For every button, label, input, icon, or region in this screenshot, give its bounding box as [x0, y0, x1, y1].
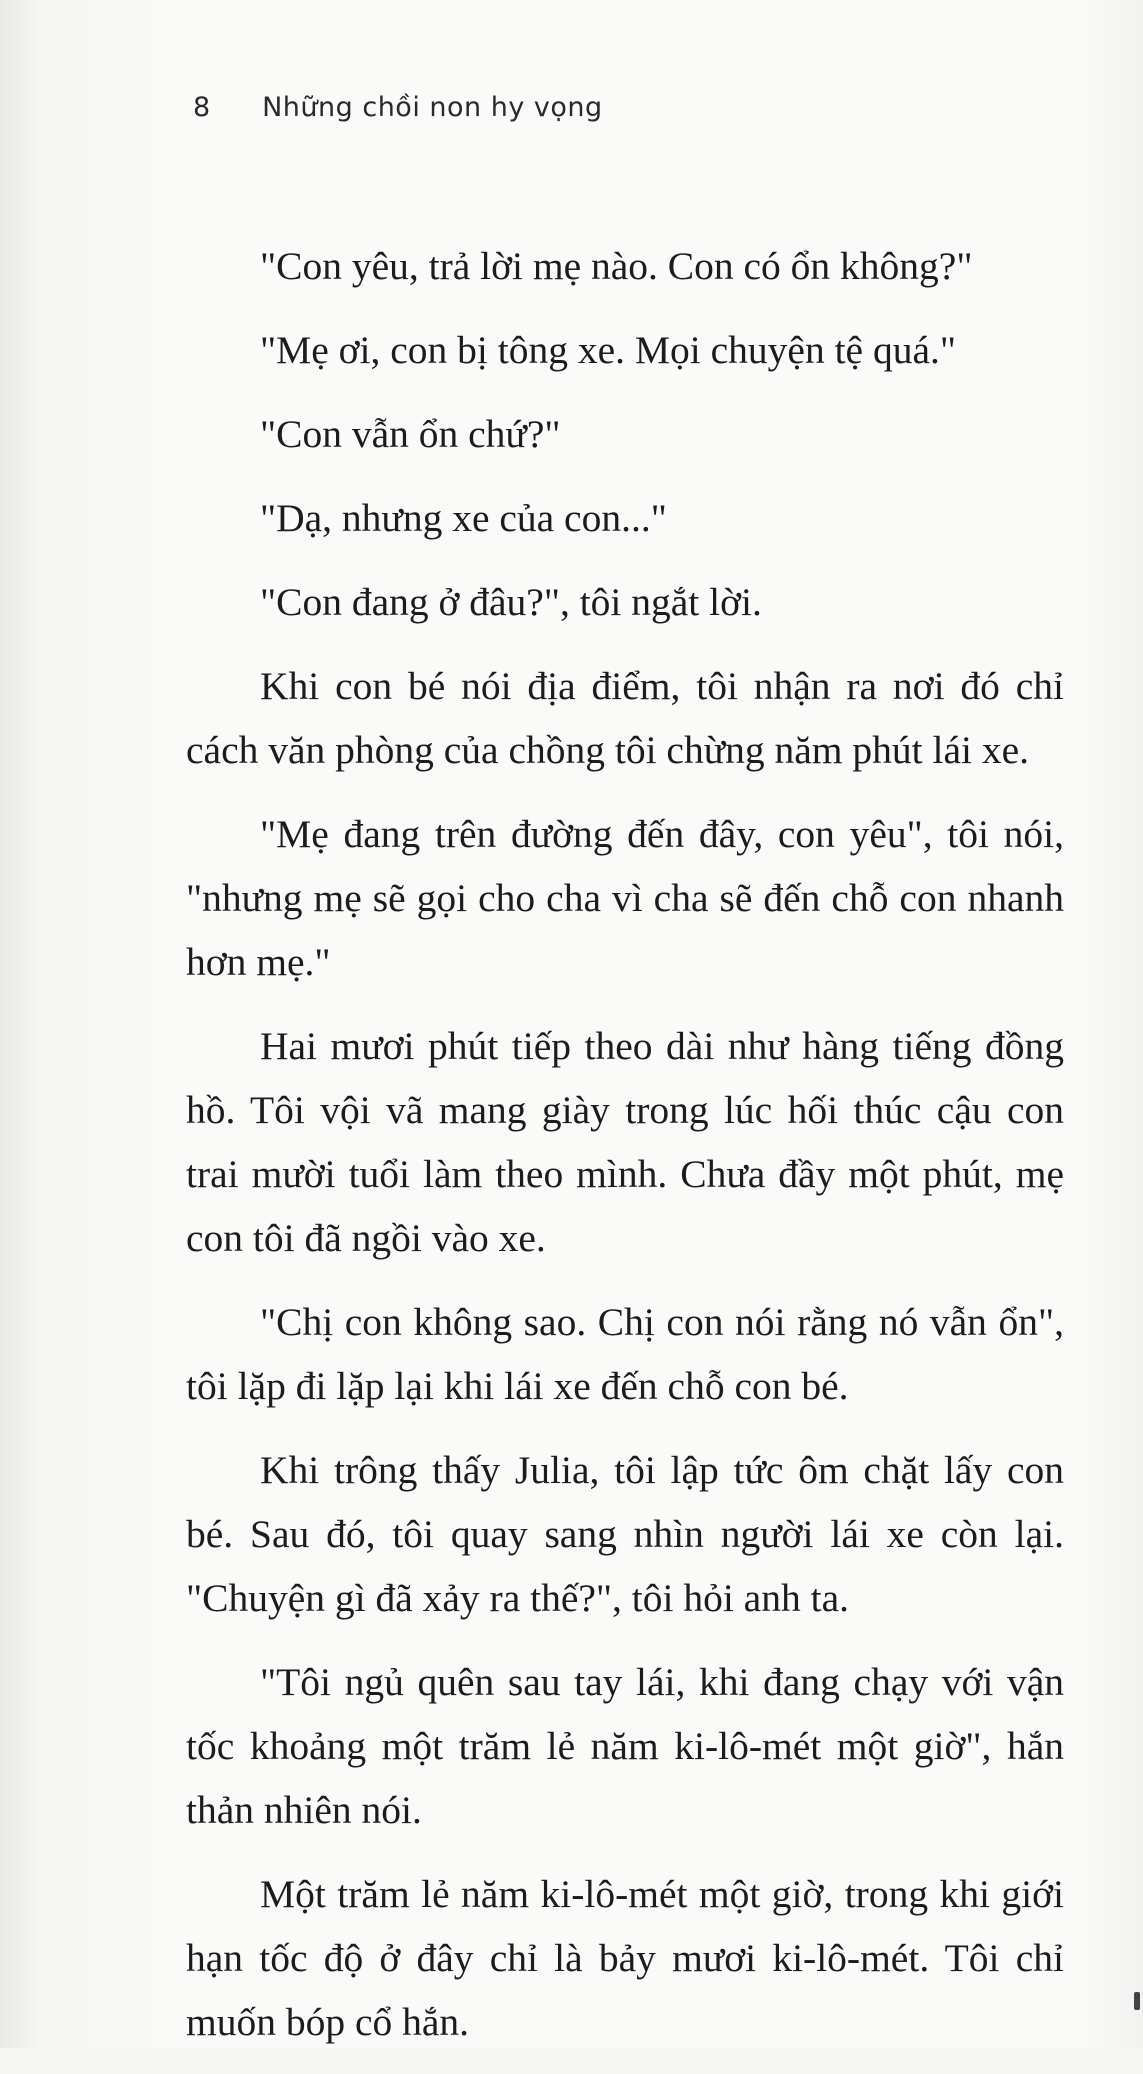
paragraph-3: "Con vẫn ổn chứ?" — [260, 412, 561, 456]
paragraph-2: "Mẹ ơi, con bị tông xe. Mọi chuyện tệ quá." — [260, 328, 956, 372]
paragraph-11: "Tôi ngủ quên sau tay lái, khi đang chạy với vận tốc khoảng một trăm lẻ năm ki-lô-mét một giờ", hắn thản nhiên nói. — [186, 1660, 1064, 1832]
page-number: 8 — [193, 92, 211, 123]
page-edge-mark — [1134, 1992, 1140, 2010]
paragraph-7: "Mẹ đang trên đường đến đây, con yêu", tôi nói, "nhưng mẹ sẽ gọi cho cha vì cha sẽ đến chỗ con nhanh hơn mẹ." — [186, 812, 1064, 984]
paragraph-4: "Dạ, nhưng xe của con..." — [260, 496, 667, 540]
paragraph-10: Khi trông thấy Julia, tôi lập tức ôm chặt lấy con bé. Sau đó, tôi quay sang nhìn người lái xe còn lại. "Chuyện gì đã xảy ra thế?", tôi hỏi anh ta. — [186, 1448, 1064, 1620]
paragraph-1: "Con yêu, trả lời mẹ nào. Con có ổn không?" — [260, 244, 973, 288]
paragraph-8: Hai mươi phút tiếp theo dài như hàng tiếng đồng hồ. Tôi vội vã mang giày trong lúc hối thúc cậu con trai mười tuổi làm theo mình. Chưa đầy một phút, mẹ con tôi đã ngồi vào xe. — [186, 1024, 1064, 1260]
paragraph-9: "Chị con không sao. Chị con nói rằng nó vẫn ổn", tôi lặp đi lặp lại khi lái xe đến chỗ con bé. — [186, 1300, 1064, 1408]
book-title: Những chồi non hy vọng — [262, 92, 603, 123]
running-head — [193, 92, 603, 123]
body-text — [186, 234, 1064, 2074]
paragraph-6: Khi con bé nói địa điểm, tôi nhận ra nơi đó chỉ cách văn phòng của chồng tôi chừng năm phút lái xe. — [186, 664, 1064, 772]
paragraph-5: "Con đang ở đâu?", tôi ngắt lời. — [260, 580, 762, 624]
paragraph-12: Một trăm lẻ năm ki-lô-mét một giờ, trong khi giới hạn tốc độ ở đây chỉ là bảy mươi ki-lô-mét. Tôi chỉ muốn bóp cổ hắn. — [186, 1872, 1064, 2044]
